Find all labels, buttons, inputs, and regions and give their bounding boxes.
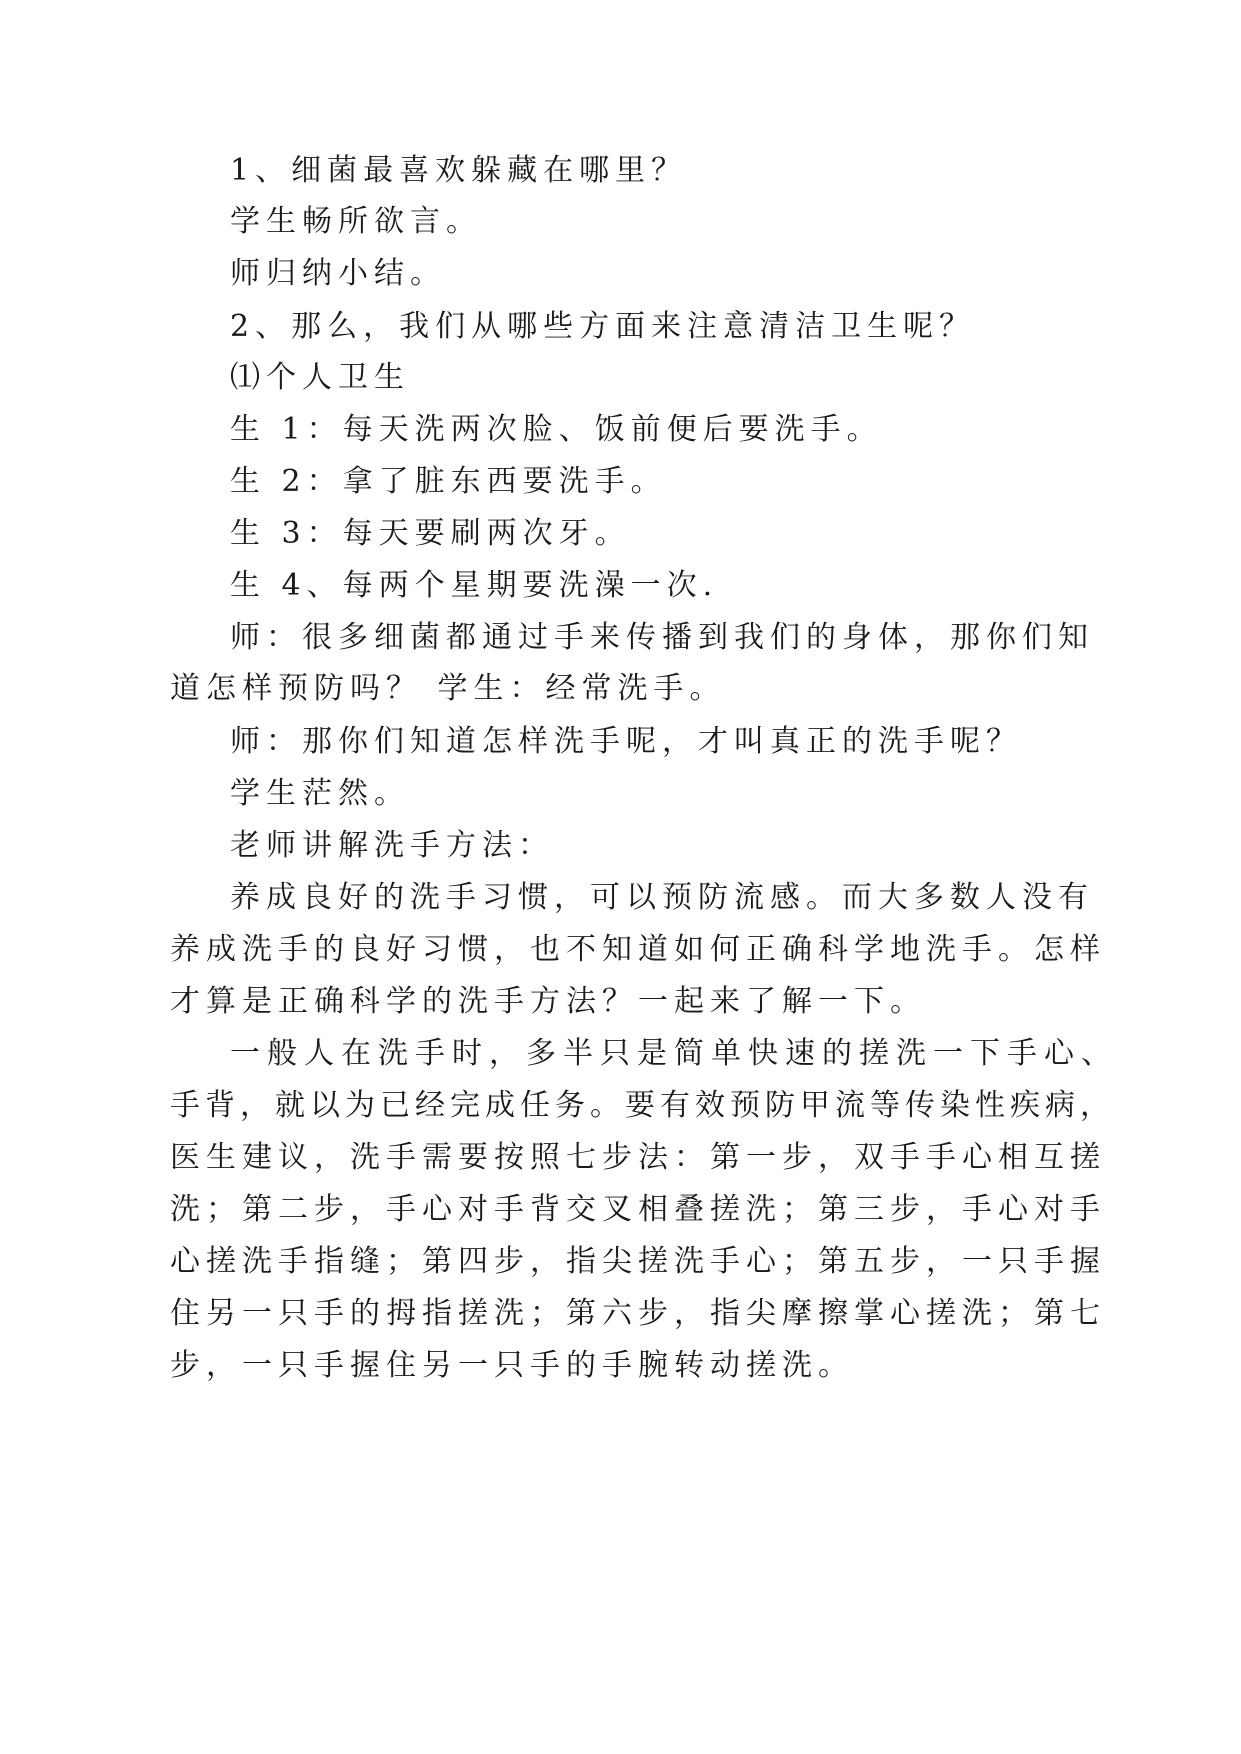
paragraph-line: 住另一只手的拇指搓洗；第六步，指尖摩擦掌心搓洗；第七 bbox=[170, 1296, 1106, 1331]
paragraph-line: 2、那么，我们从哪些方面来注意清洁卫生呢？ bbox=[230, 309, 976, 344]
paragraph-line: 才算是正确科学的洗手方法？一起来了解一下。 bbox=[170, 984, 926, 1019]
paragraph-line: 学生畅所欲言。 bbox=[230, 204, 482, 239]
paragraph-line: 1、细菌最喜欢躲藏在哪里？ bbox=[230, 153, 688, 188]
paragraph-line: 洗；第二步，手心对手背交叉相叠搓洗；第三步，手心对手 bbox=[170, 1192, 1106, 1227]
paragraph-line: 生 1：每天洗两次脸、饭前便后要洗手。 bbox=[230, 412, 883, 447]
paragraph-line: 师归纳小结。 bbox=[230, 256, 446, 291]
paragraph-line: 步，一只手握住另一只手的手腕转动搓洗。 bbox=[170, 1348, 854, 1383]
paragraph-line: 医生建议，洗手需要按照七步法：第一步，双手手心相互搓 bbox=[170, 1140, 1106, 1175]
paragraph-line: 道怎样预防吗？ 学生：经常洗手。 bbox=[170, 671, 726, 706]
paragraph-line: 养成良好的洗手习惯，可以预防流感。而大多数人没有 bbox=[230, 880, 1094, 915]
paragraph-line: 生 4、每两个星期要洗澡一次. bbox=[230, 568, 719, 603]
paragraph-line: 手背，就以为已经完成任务。要有效预防甲流等传染性疾病， bbox=[170, 1088, 1115, 1123]
paragraph-line: 师：很多细菌都通过手来传播到我们的身体，那你们知 bbox=[230, 620, 1094, 655]
paragraph-line: 心搓洗手指缝；第四步，指尖搓洗手心；第五步，一只手握 bbox=[170, 1244, 1106, 1279]
paragraph-line: 师：那你们知道怎样洗手呢，才叫真正的洗手呢？ bbox=[230, 724, 1022, 759]
paragraph-line: ⑴个人卫生 bbox=[230, 360, 410, 395]
paragraph-line: 一般人在洗手时，多半只是简单快速的搓洗一下手心、 bbox=[230, 1036, 1118, 1071]
paragraph-line: 生 3：每天要刷两次牙。 bbox=[230, 516, 631, 551]
paragraph-line: 老师讲解洗手方法： bbox=[230, 828, 554, 863]
paragraph-line: 养成洗手的良好习惯，也不知道如何正确科学地洗手。怎样 bbox=[170, 932, 1106, 967]
paragraph-line: 生 2：拿了脏东西要洗手。 bbox=[230, 464, 667, 499]
paragraph-line: 学生茫然。 bbox=[230, 776, 410, 811]
